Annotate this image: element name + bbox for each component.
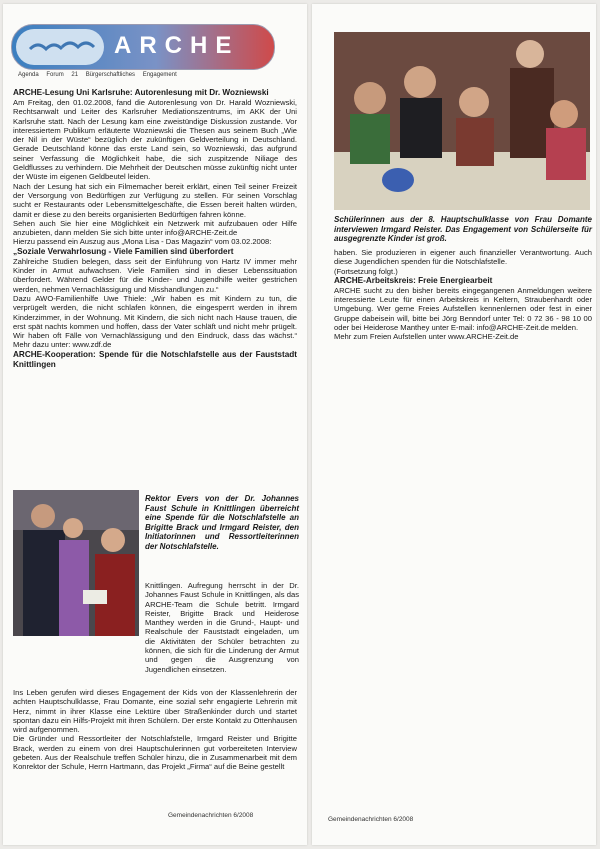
- paragraph: ARCHE sucht zu den bisher bereits eingegangenen Anmeldungen weitere interessierte Leute für einen Arbeitskreis in Keltern, Straubenhardt oder Umgebung. Wer gerne Freies Aufstellen kennenlernen oder fest in einer Gruppe dabeisein will, bitte bei Jörg Benndorf unter Tel: 0 72 36 - 98 10 00 oder bei Heiderose Manthey unter E-mail: info@ARCHE-Zeit.de melden.: [334, 285, 592, 333]
- page-footer: Gemeindenachrichten 6/2008: [328, 816, 414, 823]
- article-column-right: [334, 248, 592, 342]
- heading-verwahrlosung: „Soziale Verwahrlosung - Viele Familien sind überfordert: [13, 246, 234, 256]
- heading-kooperation: ARCHE-Kooperation: Spende für die Notschlafstelle aus der Fauststadt Knittlingen: [13, 349, 297, 369]
- paragraph: Die Gründer und Ressortleiter der Notschlafstelle, Irmgard Reister und Brigitte Brack, werden zu einem von drei Hauptschulerinnen gut vorbereiteten Interview gebeten. Aus der Realschule treffen Schüler hinzu, die in Zusammenarbeit mit dem Konrektor der Schule, Herrn Hartmann, das Projekt „Firma“ auf die Beine gestellt: [13, 734, 297, 772]
- birds-icon: [16, 29, 104, 65]
- logo-subtitle: Agenda Forum 21 Bürgerschaftliches Engagement: [18, 72, 177, 78]
- paragraph: Mehr zum Freien Aufstellen unter www.ARCHE-Zeit.de: [334, 332, 519, 342]
- heading-arbeitskreis: ARCHE-Arbeitskreis: Freie Energiearbeit: [334, 275, 493, 285]
- paragraph: Hierzu passend ein Auszug aus „Mona Lisa - Das Magazin“ vom 03.02.2008:: [13, 237, 272, 247]
- paragraph: Sehen auch Sie hier eine Möglichkeit ein Netzwerk mit aufzubauen oder Hilfe anzubieten, dann melden Sie sich bitte unter info@ARCHE-Zeit.de: [13, 218, 297, 238]
- paragraph: Am Freitag, den 01.02.2008, fand die Autorenlesung von Dr. Harald Wozniewski, Rechtsanwalt und Leiter des Karlsruher Mediationszentrums, im AKK der Uni Karlsruhe statt. Nach der Lesung kam eine zweistündige Diskussion zustande. Vor interessiertem Publikum erläuterte Wozniewski die Thesen aus seinem Buch „Wie der Nil in der Wüste“ bezüglich der zukünftigen Geldverteilung in Deutschland. Gerade Deutschland könne das erste Land sein, so Wozniewski, das aufgrund seiner Verfassung die Möglichkeit habe, die sich zuspitzende Niliage des Geldflusses zu verhindern. Die Mehrheit der Deutschen müsse zukünftig nicht unter der Wüste im eigenen Geldbeutel leiden.: [13, 98, 297, 182]
- page-footer: Gemeindenachrichten 6/2008: [168, 812, 254, 819]
- paragraph: haben. Sie produzieren in eigener auch finanzieller Verantwortung. Auch diese Jugendlichen spenden für die Notschlafstelle.: [334, 248, 592, 267]
- article-column-top: [13, 88, 297, 370]
- paragraph: (Fortsetzung folgt.): [334, 266, 398, 276]
- paragraph: Ins Leben gerufen wird dieses Engagement der Kids von der Klassenlehrerin der achten Hauptschulklasse, Frau Domante, eine sozial sehr engagierte Lehrerin mit Herz, nimmt in ihrer Klasse eine Lektüre über Straßenkinder durch und startet spontan dazu ein Hilfs-Projekt mit ihren Schülern. Der erste Kontakt zu Ottenhausen wird aufgenommen.: [13, 688, 297, 735]
- heading-lesung: ARCHE-Lesung Uni Karlsruhe: Autorenlesung mit Dr. Wozniewski: [13, 88, 269, 97]
- right-page: [312, 4, 596, 845]
- left-page: [3, 4, 307, 845]
- logo-text: ARCHE: [114, 32, 240, 59]
- arche-logo: [11, 24, 275, 70]
- photo-caption-donation: Rektor Evers von der Dr. Johannes Faust Schule in Knittlingen überreicht eine Spende für die Notschlafstelle an Brigitte Brack und Irmgard Reister, den Initiatorinnen und Ressortleiterinnen der Notschlafstelle.: [145, 494, 299, 551]
- paragraph: Zahlreiche Studien belegen, dass seit der Einführung von Hartz IV immer mehr Kinder in Armut aufwachsen. Viele Familien sind in dieser Lebenssituation überfordert. Während Gelder für die Kinder- und Jugendhilfe weiter gestrichen werden, nehmen Vernachlässigung und Misshandlungen zu.“: [13, 256, 297, 294]
- paragraph: Dazu AWO-Familienhilfe Uwe Thiele: „Wir haben es mit Kindern zu tun, die verprügelt werden, die nicht schlafen können, die eingesperrt werden in ihrem Kinderzimmer, in der Wohnung. Mit Kindern, die sich nicht nach Hause trauen, die erst spät nachts kommen und hoffen, dass der Vater schläft und nicht mehr prügelt. Wir haben oft Fälle von Vernachlässigung und den Eindruck, dass das wächst.“ Mehr dazu unter: www.zdf.de: [13, 293, 297, 350]
- paragraph: [145, 581, 299, 674]
- photo-caption-interview: Schülerinnen aus der 8. Hauptschulklasse von Frau Domante interviewen Irmgard Reister. Das Engagement von Schülerseite für ausgegrenzte Kinder ist groß.: [334, 215, 592, 244]
- article-column-bottom: [13, 688, 297, 772]
- paragraph: Nach der Lesung hat sich ein Filmemacher bereit erklärt, einen Teil seiner Freizeit der Versorgung von Bedürftigen zur Verfügung zu stellen. Für seinen Vorschlag sucht er Restaurants oder Lebensmittelgeschäfte, die Essen bereit halten würden, damit er diese zu den bereits organisierten Bedürftigen fahren könne.: [13, 181, 297, 219]
- paragraph-text: Knittlingen. Aufregung herrscht in der Dr. Johannes Faust Schule in Knittlingen, als das ARCHE-Team die Schule betritt. Irmgard Reister, Brigitte Brack und Heiderose Manthey werden in die Grund-, Haupt- und Realschule der Fauststadt eingeladen, um die Aktivitäten der Schüler betrachten zu können, die sich für die Linderung der Armut und gegen die Ausgrenzung von Jugendlichen einsetzen.: [145, 581, 299, 674]
- photo-interview: [334, 32, 590, 210]
- photo-donation: [13, 490, 139, 636]
